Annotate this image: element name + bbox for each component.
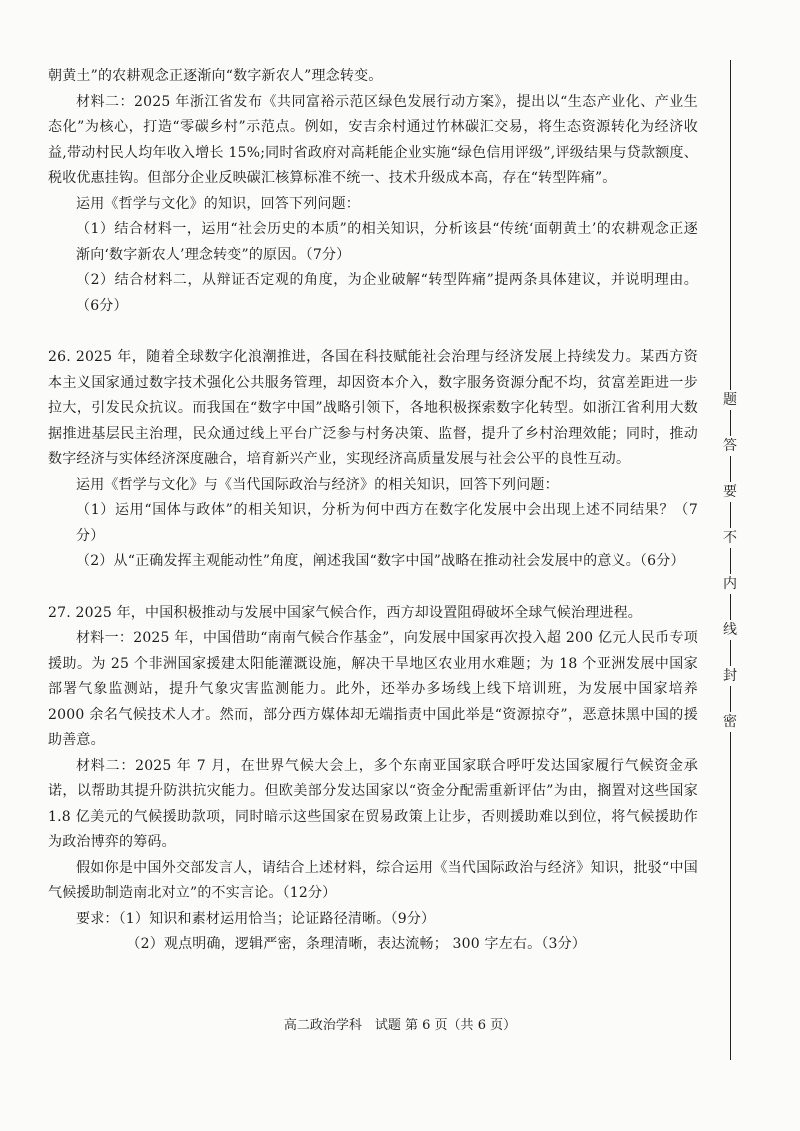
binding-char: 内 xyxy=(720,574,740,594)
q26-instruction: 运用《哲学与文化》与《当代国际政治与经济》的相关知识，回答下列问题： xyxy=(76,476,559,493)
q25-subquestion-1: （1）结合材料一，运用“社会历史的本质”的相关知识，分析该县“传统‘面朝黄土’的农耕观念正逐渐向‘数字新农人’理念转变”的原因。（7分） xyxy=(76,221,698,263)
q25-subquestion-2: （2）结合材料二，从辩证否定观的角度，为企业破解“转型阵痛”提两条具体建议，并说明理由。（6分） xyxy=(76,272,698,314)
binding-margin xyxy=(712,60,748,1060)
binding-char: 要 xyxy=(720,482,740,502)
binding-char: 封 xyxy=(720,666,740,686)
page-footer: 高二政治学科 试题 第 6 页（共 6 页） xyxy=(283,1018,517,1033)
binding-label xyxy=(720,390,740,758)
q25-instruction: 运用《哲学与文化》的知识，回答下列问题： xyxy=(76,195,360,212)
q27-requirement-1: 要求：（1）知识和素材运用恰当；论证路径清晰。（9分） xyxy=(76,910,436,927)
material-two: 材料二：2025 年浙江省发布《共同富裕示范区绿色发展行动方案》，提出以“生态产业化、产业生态化”为核心，打造“零碳乡村”示范点。例如，安吉余村通过竹林碳汇交易，将生态资源转化为经济收益,带动村民人均年收入增长 15%;同时省政府对高耗能企业实施“绿色信用评级”,评级结果与贷款额度、税收优惠挂钩。但部分企业反映碳汇核算标准不统一、技术升级成本高，存在“转型阵痛”。 xyxy=(48,93,698,186)
question-text xyxy=(48,64,698,958)
q26-stem: 26. 2025 年，随着全球数字化浪潮推进，各国在科技赋能社会治理与经济发展上持续发力。某西方资本主义国家通过数字技术强化公共服务管理，却因资本介入，数字服务资源分配不均，贫富差距进一步拉大，引发民众抗议。而我国在“数字中国”战略引领下，各地积极探索数字化转型。如浙江省利用大数据推进基层民主治理，民众通过线上平台广泛参与村务决策、监督，提升了乡村治理效能；同时，推动数字经济与实体经济深度融合，培育新兴产业，实现经济高质量发展与社会公平的良性互动。 xyxy=(48,349,698,467)
binding-char: 密 xyxy=(720,712,740,732)
material-one-tail: 朝黄土”的农耕观念正逐渐向“数字新农人”理念转变。 xyxy=(48,68,383,84)
q27-material-two: 材料二：2025 年 7 月，在世界气候大会上，多个东南亚国家联合呼吁发达国家履行气候资金承诺，以帮助其提升防洪抗灾能力。但欧美部分发达国家以“资金分配需重新评估”为由，搁置对这些国家 1.8 亿美元的气候援助款项，同时暗示这些国家在贸易政策上让步，否则援助难以到位，将气候援助作为政治博弈的筹码。 xyxy=(48,757,698,850)
q27-stem: 27. 2025 年，中国积极推动与发展中国家气候合作，西方却设置阻碍破坏全球气候治理进程。 xyxy=(48,604,642,621)
binding-char: 线 xyxy=(720,620,740,640)
binding-char: 不 xyxy=(720,528,740,548)
q27-task: 假如你是中国外交部发言人，请结合上述材料，综合运用《当代国际政治与经济》知识，批驳“中国气候援助制造南北对立”的不实言论。（12分） xyxy=(48,859,698,901)
q27-requirement-2: （2）观点明确，逻辑严密，条理清晰，表达流畅； 300 字左右。（3分） xyxy=(126,936,587,952)
binding-char: 题 xyxy=(720,390,740,410)
q26-subquestion-1: （1）运用“国体与政体”的相关知识，分析为何中西方在数字化发展中会出现上述不同结果？（7分） xyxy=(76,502,698,544)
q27-material-one: 材料一：2025 年，中国借助“南南气候合作基金”，向发展中国家再次投入超 200 亿元人民币专项援助。为 25 个非洲国家援建太阳能灌溉设施，解决干旱地区农业用水难题；为 18 个亚洲发展中国家部署气象监测站，提升气象灾害监测能力。此外，还举办多场线上线下培训班，为发展中国家培养 2000 余名气候技术人才。然而，部分西方媒体却无端指责中国此举是“资源掠夺”，恶意抹黑中国的援助善意。 xyxy=(48,630,698,748)
binding-char: 答 xyxy=(720,436,740,456)
q26-subquestion-2: （2）从“正确发挥主观能动性”角度，阐述我国“数字中国”战略在推动社会发展中的意义。（6分） xyxy=(76,553,685,569)
